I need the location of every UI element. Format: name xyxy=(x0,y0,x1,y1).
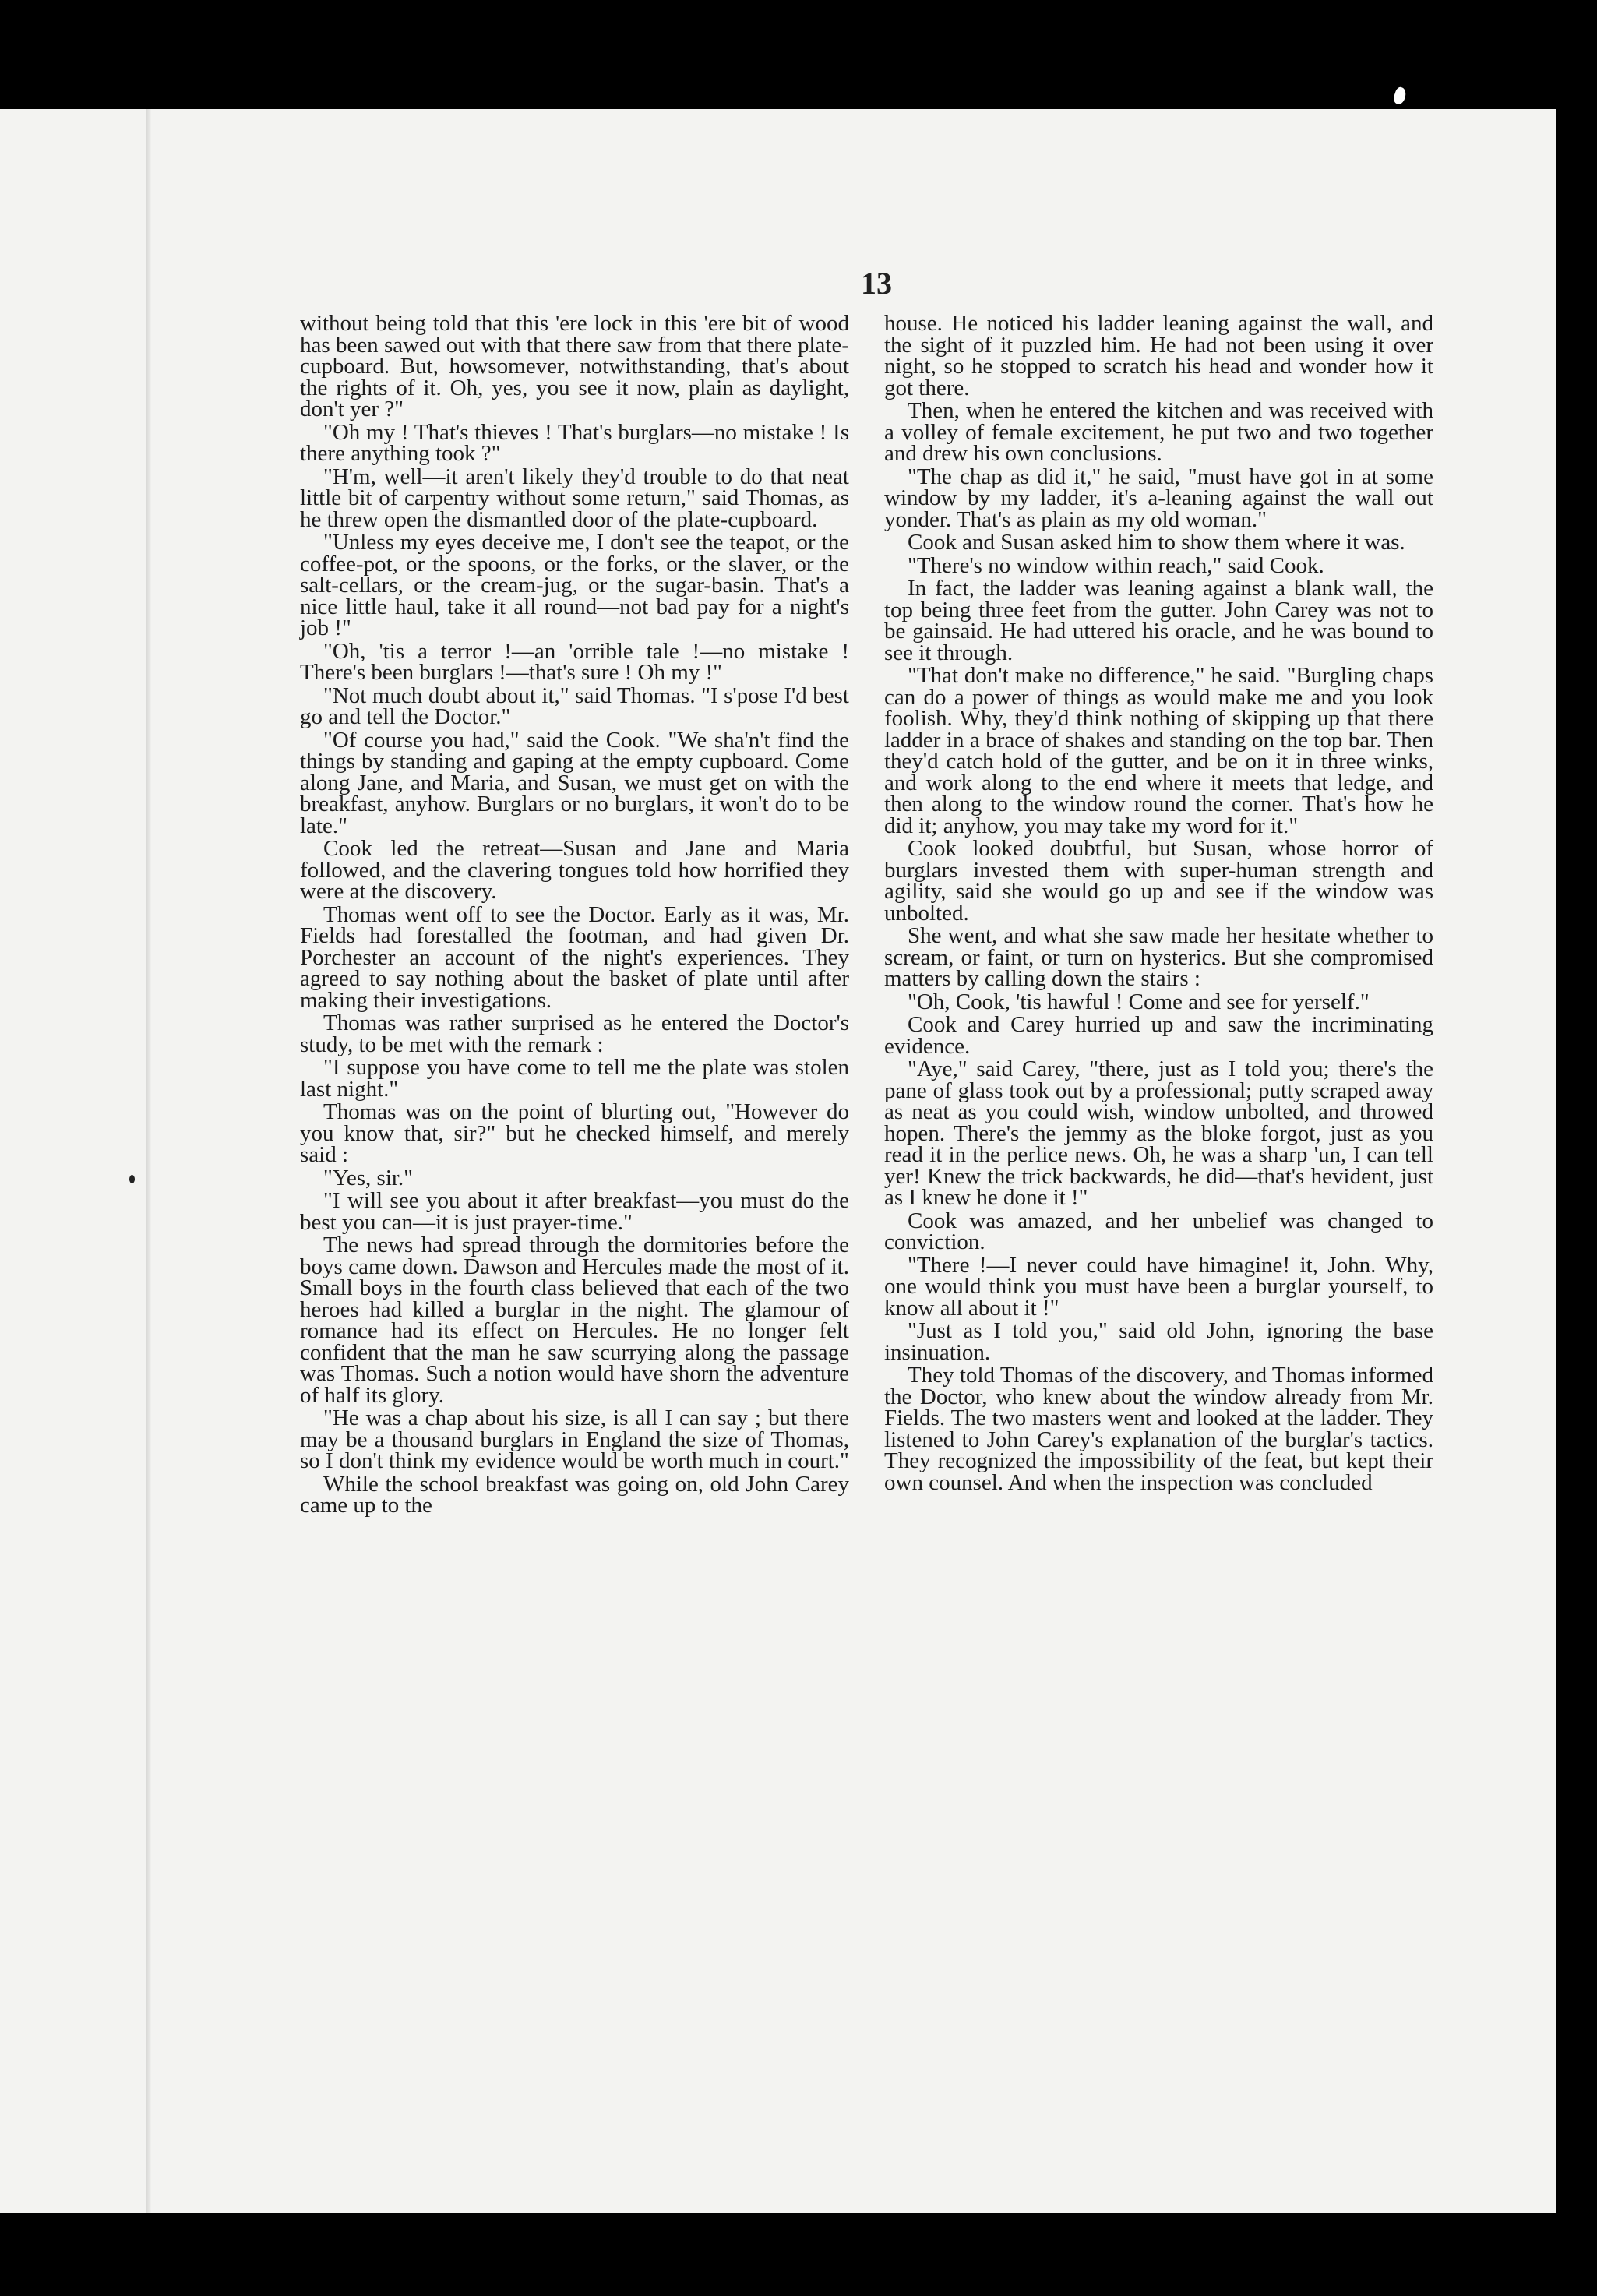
page-gutter xyxy=(146,109,151,2213)
paragraph: The news had spread through the dormitories before the boys came down. Dawson and Hercules made the most of it. Small boys in the fourth class believed that each of the two heroes had killed a burglar in the night. The glamour of romance had its effect on Hercules. He no longer felt confident that the man he saw scurrying along the passage was Thomas. Such a notion would have shorn the adventure of half its glory. xyxy=(300,1233,849,1408)
paragraph: without being told that this 'ere lock in this 'ere bit of wood has been sawed out with that there saw from that there plate-cupboard. But, howsomever, notwithstanding, that's about the rights of it. Oh, yes, you see it now, plain as daylight, don't yer ?" xyxy=(300,311,849,421)
paragraph: "Unless my eyes deceive me, I don't see the teapot, or the coffee-pot, or the spoons, or the forks, or the slaver, or the salt-cellars, or the cream-jug, or the sugar-basin. That's a nice little haul, take it all round—not bad pay for a night's job !" xyxy=(300,530,849,640)
paragraph: Thomas was on the point of blurting out, "However do you know that, sir?" but he checked himself, and merely said : xyxy=(300,1099,849,1167)
paragraph: Cook looked doubtful, but Susan, whose horror of burglars invested them with super-human strength and agility, said she would go up and see if the window was unbolted. xyxy=(884,836,1433,926)
right-text-column xyxy=(884,313,1433,1495)
paragraph: "Oh, Cook, 'tis hawful ! Come and see for yerself." xyxy=(908,989,1370,1014)
paragraph: Cook and Susan asked him to show them where it was. xyxy=(908,530,1405,555)
paragraph: Then, when he entered the kitchen and was received with a volley of female excitement, he put two and two together and drew his own conclusions. xyxy=(884,398,1433,466)
paragraph: "Aye," said Carey, "there, just as I told you; there's the pane of glass took out by a professional; putty scraped away as neat as you could wish, window unbolted, and throwed hopen. There's the jemmy as the bloke forgot, just as you read it in the perlice news. Oh, he was a sharp 'un, I can tell yer! Knew the trick backwards, he did—that's hevident, just as I knew he done it !" xyxy=(884,1056,1433,1210)
paragraph: "The chap as did it," he said, "must have got in at some window by my ladder, it's a-leaning against the wall out yonder. That's as plain as my old woman." xyxy=(884,464,1433,532)
paragraph: "Just as I told you," said old John, ignoring the base insinuation. xyxy=(884,1318,1433,1365)
paragraph: "Not much doubt about it," said Thomas. "I s'pose I'd best go and tell the Doctor." xyxy=(300,682,849,729)
paragraph: Thomas was rather surprised as he entered the Doctor's study, to be met with the remark : xyxy=(300,1010,849,1057)
paragraph: Cook and Carey hurried up and saw the incriminating evidence. xyxy=(884,1012,1433,1059)
paragraph: They told Thomas of the discovery, and Thomas informed the Doctor, who knew about the window already from Mr. Fields. The two masters went and looked at the ladder. They listened to John Carey's explanation of the burglar's tactics. They recognized the impossibility of the feat, but kept their own counsel. And when the inspection was concluded xyxy=(884,1363,1433,1495)
paragraph: While the school breakfast was going on, old John Carey came up to the xyxy=(300,1471,849,1518)
paragraph: "Of course you had," said the Cook. "We sha'n't find the things by standing and gaping at the empty cupboard. Come along Jane, and Maria, and Susan, we must get on with the breakfast, anyhow. Burglars or no burglars, it won't do to be late." xyxy=(300,727,849,838)
paragraph: "That don't make no difference," he said. "Burgling chaps can do a power of things as would make me and you look foolish. Why, they'd think nothing of skipping up that there ladder in a brace of shakes and standing on the top bar. Then they'd catch hold of the gutter, and be on it in three winks, and work along to the end where it meets that ledge, and then along to the window round the corner. That's how he did it; anyhow, you may take my word for it." xyxy=(884,663,1433,838)
scan-speck xyxy=(1392,86,1408,105)
paragraph: Cook led the retreat—Susan and Jane and Maria followed, and the clavering tongues told how horrified they were at the discovery. xyxy=(300,836,849,904)
paragraph: She went, and what she saw made her hesitate whether to scream, or faint, or turn on hysterics. But she compromised matters by calling down the stairs : xyxy=(884,923,1433,991)
paragraph: Thomas went off to see the Doctor. Early as it was, Mr. Fields had forestalled the footman, and had given Dr. Porchester an account of the night's experiences. They agreed to say nothing about the basket of plate until after making their investigations. xyxy=(300,901,849,1013)
paragraph: "Oh, 'tis a terror !—an 'orrible tale !—no mistake ! There's been burglars !—that's sure ! Oh my !" xyxy=(300,638,849,685)
paragraph: "There !—I never could have himagine! it, John. Why, one would think you must have been a burglar yourself, to know all about it !" xyxy=(884,1252,1433,1321)
paragraph: "Oh my ! That's thieves ! That's burglars—no mistake ! Is there anything took ?" xyxy=(300,419,849,466)
paragraph: "I suppose you have come to tell me the plate was stolen last night." xyxy=(300,1055,849,1102)
paragraph: "H'm, well—it aren't likely they'd trouble to do that neat little bit of carpentry without some return," said Thomas, as he threw open the dismantled door of the plate-cupboard. xyxy=(300,464,849,532)
left-text-column xyxy=(300,313,849,1518)
paragraph: "He was a chap about his size, is all I can say ; but there may be a thousand burglars in England the size of Thomas, so I don't think my evidence would be worth much in court." xyxy=(300,1405,849,1473)
binding-mark xyxy=(129,1175,135,1183)
paragraph: "Yes, sir." xyxy=(323,1165,414,1190)
paragraph: "There's no window within reach," said Cook. xyxy=(908,552,1324,578)
paragraph: house. He noticed his ladder leaning against the wall, and the sight of it puzzled him. He had not been using it over night, so he stopped to scratch his head and wonder how it got there. xyxy=(884,311,1433,400)
paragraph: In fact, the ladder was leaning against a blank wall, the top being three feet from the gutter. John Carey was not to be gainsaid. He had uttered his oracle, and he was bound to see it through. xyxy=(884,576,1433,665)
paragraph: Cook was amazed, and her unbelief was changed to conviction. xyxy=(884,1208,1433,1254)
paragraph: "I will see you about it after breakfast—you must do the best you can—it is just prayer-time." xyxy=(300,1188,849,1235)
page-number: 13 xyxy=(861,266,892,301)
